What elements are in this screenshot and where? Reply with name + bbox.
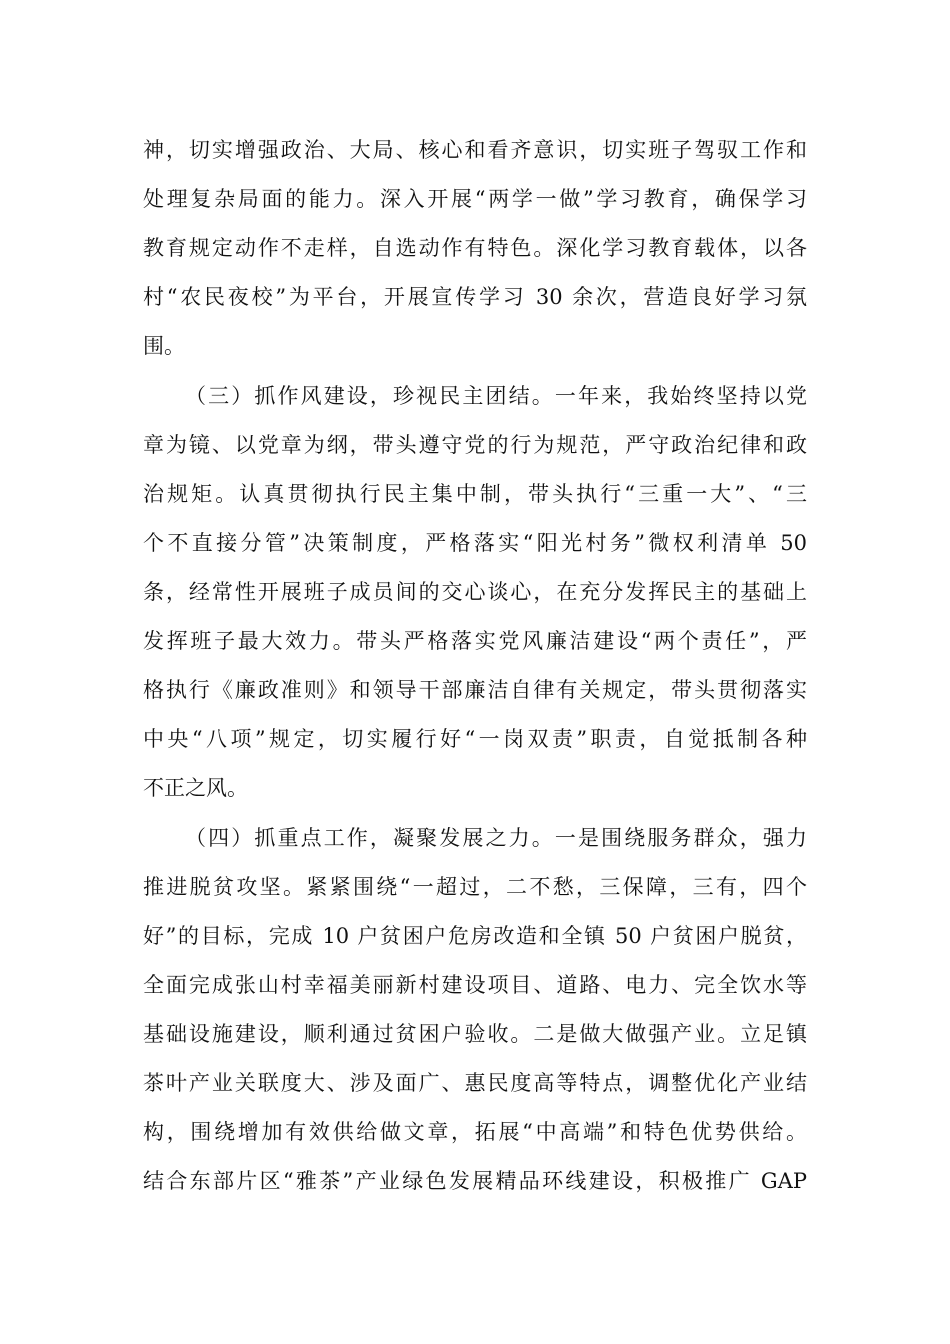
text-line: 神，切实增强政治、大局、核心和看齐意识，切实班子驾驭工作和 [143, 138, 807, 162]
text-line: 处理复杂局面的能力。深入开展“两学一做”学习教育，确保学习 [143, 187, 807, 211]
paragraph-heading-line: （四）抓重点工作，凝聚发展之力。一是围绕服务群众，强力 [185, 826, 807, 850]
text-line: 好”的目标，完成 10 户贫困户危房改造和全镇 50 户贫困户脱贫， [143, 924, 807, 948]
text-line: 结合东部片区“雅茶”产业绿色发展精品环线建设，积极推广 GAP [143, 1169, 807, 1193]
paragraph-heading-line: （三）抓作风建设，珍视民主团结。一年来，我始终坚持以党 [185, 384, 807, 408]
text-line: 基础设施建设，顺利通过贫困户验收。二是做大做强产业。立足镇 [143, 1022, 807, 1046]
text-line: 推进脱贫攻坚。紧紧围绕“一超过，二不愁，三保障，三有，四个 [143, 875, 807, 899]
text-line: 茶叶产业关联度大、涉及面广、惠民度高等特点，调整优化产业结 [143, 1071, 807, 1095]
text-line: 章为镜、以党章为纲，带头遵守党的行为规范，严守政治纪律和政 [143, 433, 807, 457]
text-line: 不正之风。 [143, 776, 248, 800]
text-line: 构，围绕增加有效供给做文章，拓展“中高端”和特色优势供给。 [143, 1120, 807, 1144]
text-line: 围。 [143, 334, 185, 358]
text-line: 治规矩。认真贯彻执行民主集中制，带头执行“三重一大”、“三 [143, 482, 807, 506]
text-line: 条，经常性开展班子成员间的交心谈心，在充分发挥民主的基础上 [143, 580, 807, 604]
text-line: 全面完成张山村幸福美丽新村建设项目、道路、电力、完全饮水等 [143, 973, 807, 997]
text-line: 发挥班子最大效力。带头严格落实党风廉洁建设“两个责任”，严 [143, 629, 807, 653]
text-line: 教育规定动作不走样，自选动作有特色。深化学习教育载体，以各 [143, 236, 807, 260]
text-line: 村“农民夜校”为平台，开展宣传学习 30 余次，营造良好学习氛 [143, 285, 807, 309]
text-line: 格执行《廉政准则》和领导干部廉洁自律有关规定，带头贯彻落实 [143, 678, 807, 702]
text-line: 中央“八项”规定，切实履行好“一岗双责”职责，自觉抵制各种 [143, 727, 807, 751]
text-line: 个不直接分管”决策制度，严格落实“阳光村务”微权利清单 50 [143, 531, 807, 555]
